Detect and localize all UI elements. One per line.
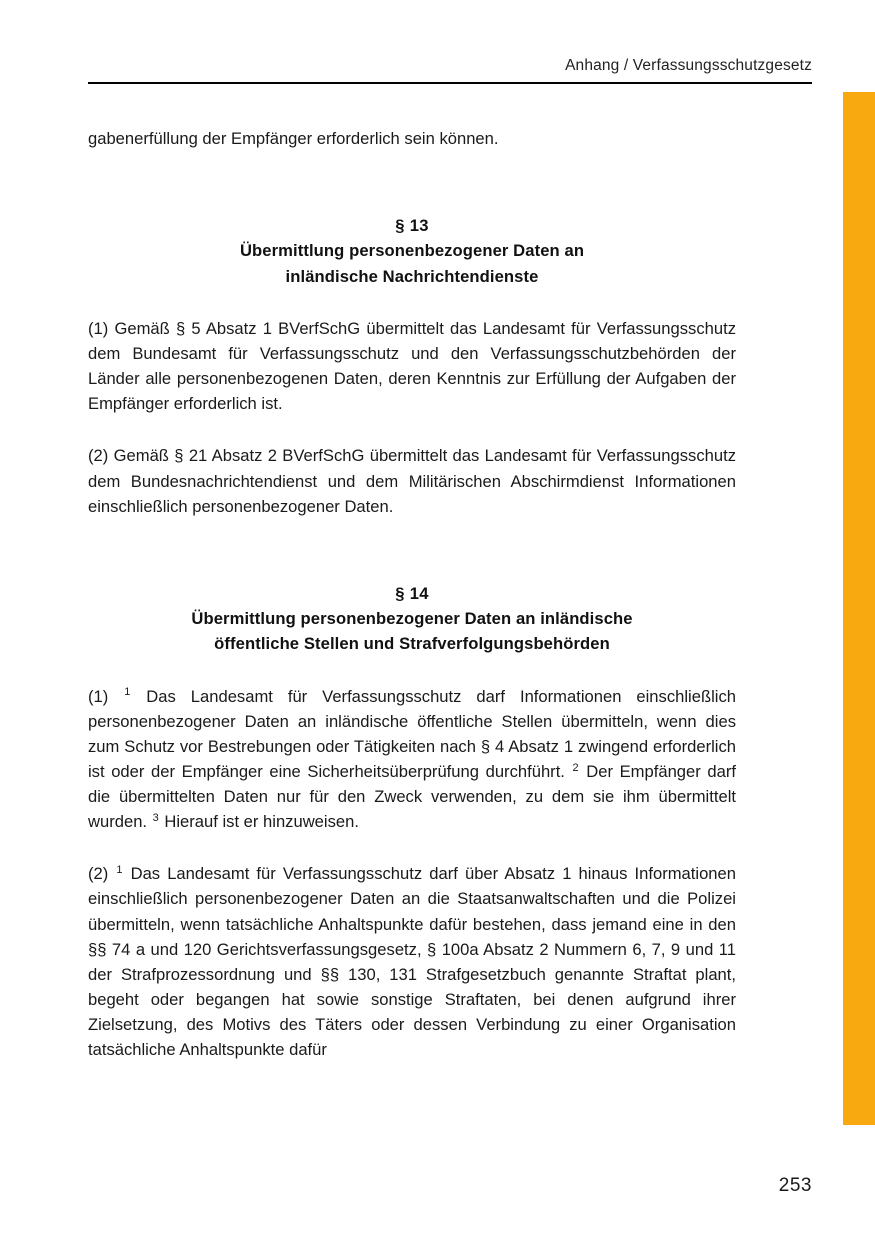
spacer (88, 834, 736, 861)
spacer (88, 519, 736, 581)
sentence-number: 1 (124, 686, 131, 699)
section-number-14: § 14 (395, 583, 429, 603)
sentence-number: 2 (572, 761, 579, 774)
text-column (88, 126, 736, 1062)
spacer (88, 416, 736, 443)
paragraph-13-1: (1) Gemäß § 5 Absatz 1 BVerfSchG übermittelt das Landesamt für Verfassungsschutz dem Bundesamt für Verfassungsschutz und den Verfassungsschutzbehörden der Länder alle personenbezogenen Daten, deren Kenntnis zur Erfüllung der Aufgaben der Empfänger erforderlich ist. (88, 319, 736, 414)
continuation-paragraph: gabenerfüllung der Empfänger erforderlich sein können. (88, 129, 499, 148)
page-number: 253 (778, 1175, 812, 1196)
section-title-13-line-2: inländische Nachrichtendienste (285, 266, 539, 286)
paragraph-14-2: (2) $^1$ Das Landesamt für Verfassungsschutz darf über Absatz 1 hinaus Informationen einschließlich personenbezogener Daten an die Staatsanwaltschaften und die Polizei übermitteln, wenn tatsächliche Anhaltspunkte dafür bestehen, dass jemand eine in den §§ 74 a und 120 Gerichtsverfassungsgesetz, § 100a Absatz 2 Nummern 6, 7, 9 und 11 der Strafprozessordnung und §§ 130, 131 Strafgesetzbuch genannte Straftat plant, begeht oder begangen hat sowie sonstige Straftaten, bei denen aufgrund ihrer Zielsetzung, des Motivs des Täters oder dessen Verbindung zu einer Organisation tatsächliche Anhaltspunkte dafür (88, 863, 736, 1059)
spacer (88, 289, 736, 316)
spacer (88, 151, 736, 213)
section-heading-13 (88, 213, 736, 289)
sentence-number: 3 (152, 811, 159, 824)
sentence-number: 1 (116, 863, 123, 876)
section-title-13 (88, 238, 736, 289)
section-heading-14 (88, 581, 736, 657)
paragraph-13-2: (2) Gemäß § 21 Absatz 2 BVerfSchG übermittelt das Landesamt für Verfassungsschutz dem Bundesnachrichtendienst und dem Militärischen Abschirmdienst Informationen einschließlich personenbezogener Daten. (88, 446, 736, 516)
paragraph-14-1: (1) $^1$ Das Landesamt für Verfassungsschutz darf Informationen einschließlich personenbezogener Daten an inländische öffentliche Stellen übermitteln, wenn dies zum Schutz vor Bestrebungen oder Tätigkeiten nach § 4 Absatz 1 zwingend erforderlich ist oder der Empfänger eine Sicherheitsüberprüfung durchführt. $^2$ Der Empfänger darf die übermittelten Daten nur für den Zweck verwenden, zu dem sie ihm übermittelt wurden. $^3$ Hierauf ist er hinzuweisen. (88, 686, 736, 832)
spacer (88, 657, 736, 684)
section-title-14-line-2: öffentliche Stellen und Strafverfolgungsbehörden (214, 634, 610, 654)
section-title-14 (88, 606, 736, 657)
header-rule-divider (88, 82, 812, 84)
orange-margin-tab (843, 92, 875, 1125)
section-number-13: § 13 (395, 216, 429, 236)
running-head: Anhang / Verfassungsschutzgesetz (565, 57, 812, 74)
section-title-13-line-1: Übermittlung personenbezogener Daten an (239, 241, 585, 261)
section-title-14-line-1: Übermittlung personenbezogener Daten an inländische (191, 608, 633, 628)
